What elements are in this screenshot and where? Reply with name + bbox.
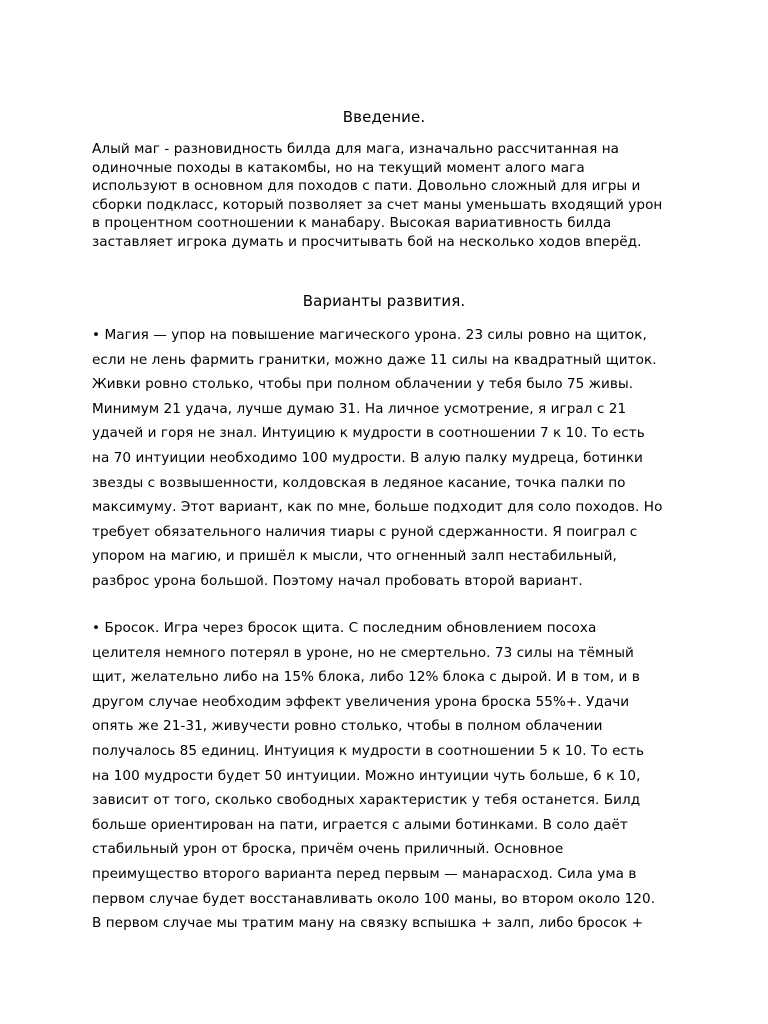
intro-paragraph <box>92 140 692 251</box>
text-line: получалось 85 единиц. Интуиция к мудрости в соотношении 5 к 10. То есть <box>92 742 645 759</box>
text-line: Минимум 21 удача, лучше думаю 31. На личное усмотрение, я играл с 21 <box>92 400 627 417</box>
text-line: другом случае необходим эффект увеличения урона броска 55%+. Удачи <box>92 693 630 710</box>
text-line: на 100 мудрости будет 50 интуиции. Можно интуиции чуть больше, 6 к 10, <box>92 767 641 784</box>
text-line: щит, желательно либо на 15% блока, либо 12% блока с дырой. И в том, и в <box>92 669 640 686</box>
text-line: на 70 интуиции необходимо 100 мудрости. В алую палку мудреца, ботинки <box>92 449 643 466</box>
text-line: упором на магию, и пришёл к мысли, что огненный залп нестабильный, <box>92 548 617 565</box>
text-line: если не лень фармить гранитки, можно даже 11 силы на квадратный щиток. <box>92 351 657 368</box>
text-line: звезды с возвышенности, колдовская в ледяное касание, точка палки по <box>92 474 626 491</box>
text-line: в процентном соотношении к манабару. Высокая вариативность билда <box>92 215 612 231</box>
text-line: В первом случае мы тратим ману на связку вспышка + залп, либо бросок + <box>92 915 644 932</box>
text-line: Живки ровно столько, чтобы при полном облачении у тебя было 75 живы. <box>92 376 634 393</box>
text-line: удачей и горя не знал. Интуицию к мудрости в соотношении 7 к 10. То есть <box>92 425 645 442</box>
variants-heading: Варианты развития. <box>302 292 466 310</box>
text-line: зависит от того, сколько свободных характеристик у тебя останется. Билд <box>92 792 641 809</box>
text-line: требует обязательного наличия тиары с руной сдержанности. Я поиграл с <box>92 523 638 540</box>
text-line: опять же 21-31, живучести ровно столько, чтобы в полном облачении <box>92 718 603 735</box>
text-line: сборки подкласс, который позволяет за счет маны уменьшать входящий урон <box>92 196 663 213</box>
text-line: разброс урона большой. Поэтому начал пробовать второй вариант. <box>92 572 583 589</box>
text-line: одиночные походы в катакомбы, но на текущий момент алого мага <box>92 159 585 176</box>
text-line: больше ориентирован на пати, играется с алыми ботинками. В соло даёт <box>92 816 628 833</box>
text-line: • Бросок. Игра через бросок щита. С последним обновлением посоха <box>92 620 597 636</box>
text-line: целителя немного потерял в уроне, но не смертельно. 73 силы на тёмный <box>92 644 634 661</box>
intro-heading: Введение. <box>342 108 426 126</box>
text-line: максимуму. Этот вариант, как по мне, больше подходит для соло походов. Но <box>92 499 663 516</box>
text-line: используют в основном для походов с пати. Довольно сложный для игры и <box>92 178 641 194</box>
text-line: • Магия — упор на повышение магического урона. 23 силы ровно на щиток, <box>92 327 647 343</box>
text-line: стабильный урон от броска, причём очень приличный. Основное <box>92 841 564 858</box>
throw-variant-paragraph <box>92 616 692 936</box>
magic-variant-paragraph <box>92 323 692 594</box>
text-line: преимущество второго варианта перед первым — манарасход. Сила ума в <box>92 865 637 882</box>
text-line: Алый маг - разновидность билда для мага, изначально рассчитанная на <box>92 141 620 157</box>
text-line: заставляет игрока думать и просчитывать бой на несколько ходов вперёд. <box>92 233 642 250</box>
text-line: первом случае будет восстанавливать около 100 маны, во втором около 120. <box>92 890 656 907</box>
